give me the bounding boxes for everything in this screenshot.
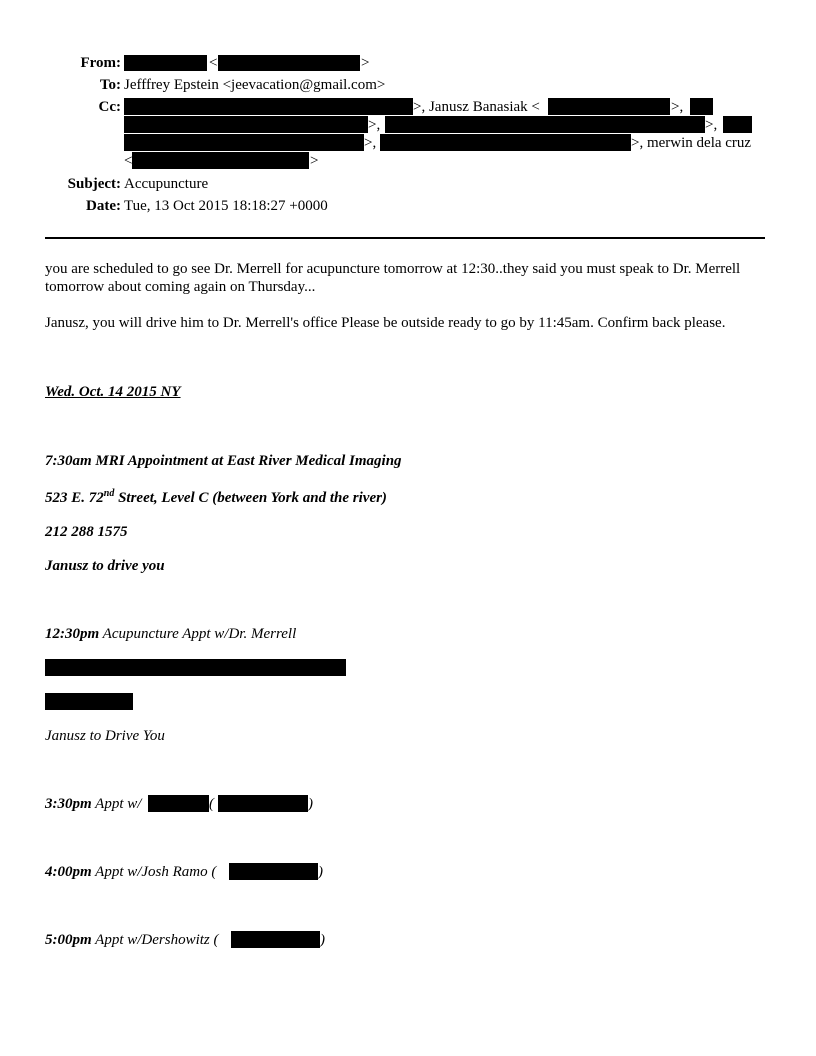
appointment-500 [45,931,219,949]
redaction-bar [124,98,413,115]
appt-paren-close: ) [308,796,313,812]
redaction-bar [231,931,320,948]
to-value: Jefffrey Epstein <jeevacation@gmail.com> [124,77,386,93]
redaction-bar [132,152,309,169]
redaction-bar [548,98,670,115]
message-paragraph-1: you are scheduled to go see Dr. Merrell for acupuncture tomorrow at 12:30..they said you must speak to Dr. Merrell tomorrow about coming again on Thursday... [45,261,741,295]
appt-time: 5:00pm [45,932,92,948]
redaction-bar [45,693,133,710]
subject-label: Subject: [67,176,121,192]
appointment-400 [45,863,216,881]
message-paragraph-2: Janusz, you will drive him to Dr. Merrell's office Please be outside ready to go by 11:45am. Confirm back please. [45,315,726,331]
address-street: Street, Level C (between York and the river) [114,490,387,506]
from-label: From: [80,55,121,71]
appt-desc: Appt w/Josh Ramo ( [91,864,217,880]
appt-time: 3:30pm [45,796,92,812]
from-open-bracket: < [209,55,218,71]
appt-paren-open: ( [209,796,214,812]
redaction-bar [45,659,346,676]
redaction-bar [124,134,364,151]
date-value: Tue, 13 Oct 2015 18:18:27 +0000 [124,198,328,214]
redaction-bar [124,55,207,71]
redaction-bar [229,863,318,880]
cc-open-bracket: < [124,153,133,169]
redaction-bar [385,116,705,133]
mri-appointment: 7:30am MRI Appointment at East River Medical Imaging [45,453,402,469]
redaction-bar [723,116,752,133]
redaction-bar [690,98,713,115]
cc-close-bracket: > [310,153,319,169]
appointment-330 [45,795,141,813]
redaction-bar [218,795,308,812]
acupuncture-appointment [45,625,296,643]
acupuncture-desc: Acupuncture Appt w/Dr. Merrell [99,626,297,642]
mri-address [45,489,387,507]
acupuncture-time: 12:30pm [45,626,100,642]
date-label: Date: [86,198,121,214]
redaction-bar [148,795,209,812]
redaction-bar [218,55,360,71]
appt-paren-close: ) [318,864,323,880]
subject-value: Accupuncture [124,176,209,192]
redaction-bar [380,134,631,151]
appt-time: 4:00pm [45,864,92,880]
cc-separator: >, [705,117,718,133]
redaction-bar [124,116,368,133]
mri-phone: 212 288 1575 [45,524,128,540]
header-divider [45,237,765,239]
cc-label: Cc: [98,99,121,115]
cc-recipient-merwin: >, merwin dela cruz [631,135,752,151]
driver-note-1: Janusz to drive you [45,558,165,574]
appt-paren-close: ) [320,932,325,948]
appt-desc: Appt w/ [91,796,142,812]
cc-separator: >, [364,135,377,151]
to-label: To: [99,77,121,93]
cc-separator: >, [671,99,684,115]
driver-note-2: Janusz to Drive You [45,728,165,744]
from-close-bracket: > [361,55,370,71]
schedule-date-heading: Wed. Oct. 14 2015 NY [45,384,181,400]
appt-desc: Appt w/Dershowitz ( [91,932,219,948]
address-number: 523 E. 72 [45,490,104,506]
cc-recipient-janusz: >, Janusz Banasiak < [413,99,540,115]
address-ordinal: nd [103,488,115,499]
cc-separator: >, [368,117,381,133]
